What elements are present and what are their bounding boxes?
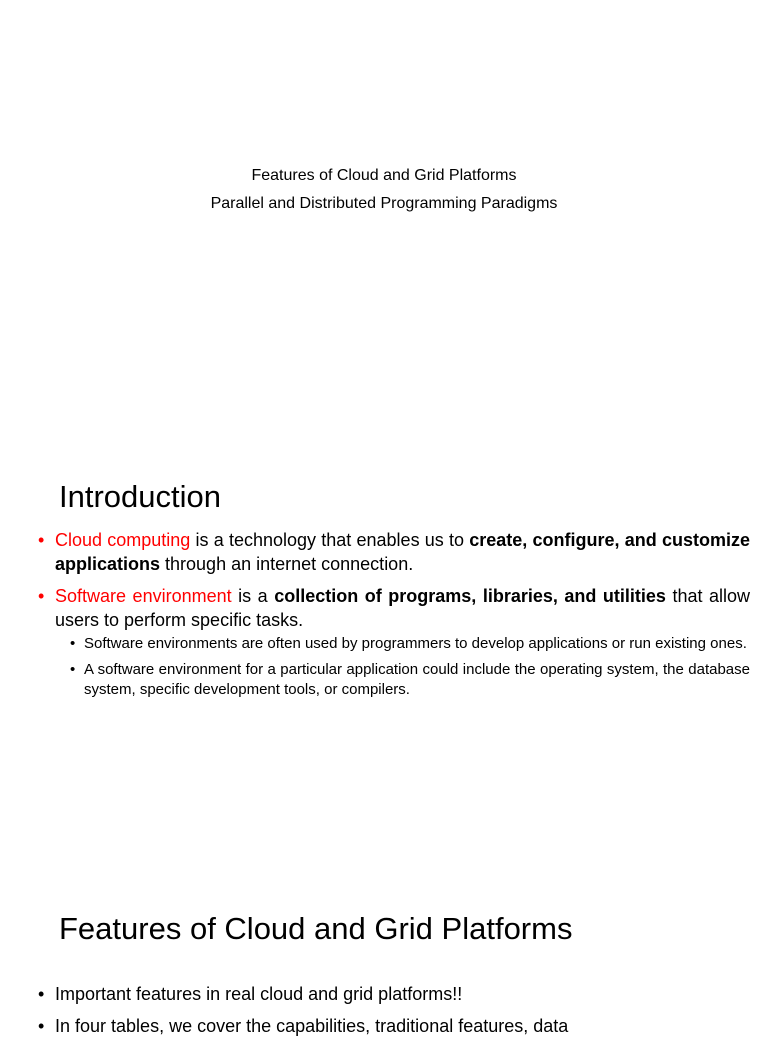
bullet-dot-icon: • bbox=[70, 635, 76, 652]
bullet-text: that allow users to perform specific tasks. bbox=[55, 586, 751, 630]
title-slide-line-1: Features of Cloud and Grid Platforms bbox=[251, 167, 517, 184]
features-bullet-text: Important features in real cloud and grid platforms!! bbox=[55, 984, 463, 1004]
bullet-dot-icon: • bbox=[38, 530, 45, 550]
bullet-dot-icon: • bbox=[70, 661, 76, 678]
bullet-text: through an internet connection. bbox=[160, 554, 414, 574]
bullet-text: is a bbox=[231, 586, 275, 606]
sub-bullet bbox=[55, 660, 750, 700]
features-bullets bbox=[38, 982, 750, 1046]
features-title: Features of Cloud and Grid Platforms bbox=[59, 911, 573, 946]
features-bullet bbox=[38, 982, 750, 1006]
title-slide-line-2: Parallel and Distributed Programming Paradigms bbox=[210, 195, 558, 212]
title-slide bbox=[0, 0, 768, 432]
bullet-software-environment bbox=[38, 584, 750, 700]
bullet-bold-text: create, configure, and customize applications bbox=[55, 530, 750, 574]
bullet-dot-icon: • bbox=[38, 1016, 45, 1036]
features-bullet-text: In four tables, we cover the capabilities, traditional features, data bbox=[55, 1016, 569, 1036]
sub-bullets bbox=[55, 634, 750, 700]
sub-bullet bbox=[55, 634, 750, 654]
sub-bullet-text: A software environment for a particular application could include the operating system, the database system, specific development tools, or compilers. bbox=[84, 661, 750, 698]
features-bullet bbox=[38, 1014, 750, 1038]
sub-bullet-text: Software environments are often used by programmers to develop applications or run existing ones. bbox=[84, 635, 747, 652]
bullet-text: is a technology that enables us to bbox=[190, 530, 470, 550]
features-slide bbox=[0, 864, 768, 1036]
cloud-computing-term: Cloud computing bbox=[55, 530, 191, 550]
bullet-dot-icon: • bbox=[38, 984, 45, 1004]
introduction-bullets bbox=[38, 528, 750, 708]
bullet-bold-text: collection of programs, libraries, and utilities bbox=[274, 586, 666, 606]
bullet-cloud-computing bbox=[38, 528, 750, 576]
bullet-dot-icon: • bbox=[38, 586, 45, 606]
software-environment-term: Software environment bbox=[55, 586, 232, 606]
introduction-slide bbox=[0, 432, 768, 864]
introduction-title: Introduction bbox=[59, 479, 221, 514]
